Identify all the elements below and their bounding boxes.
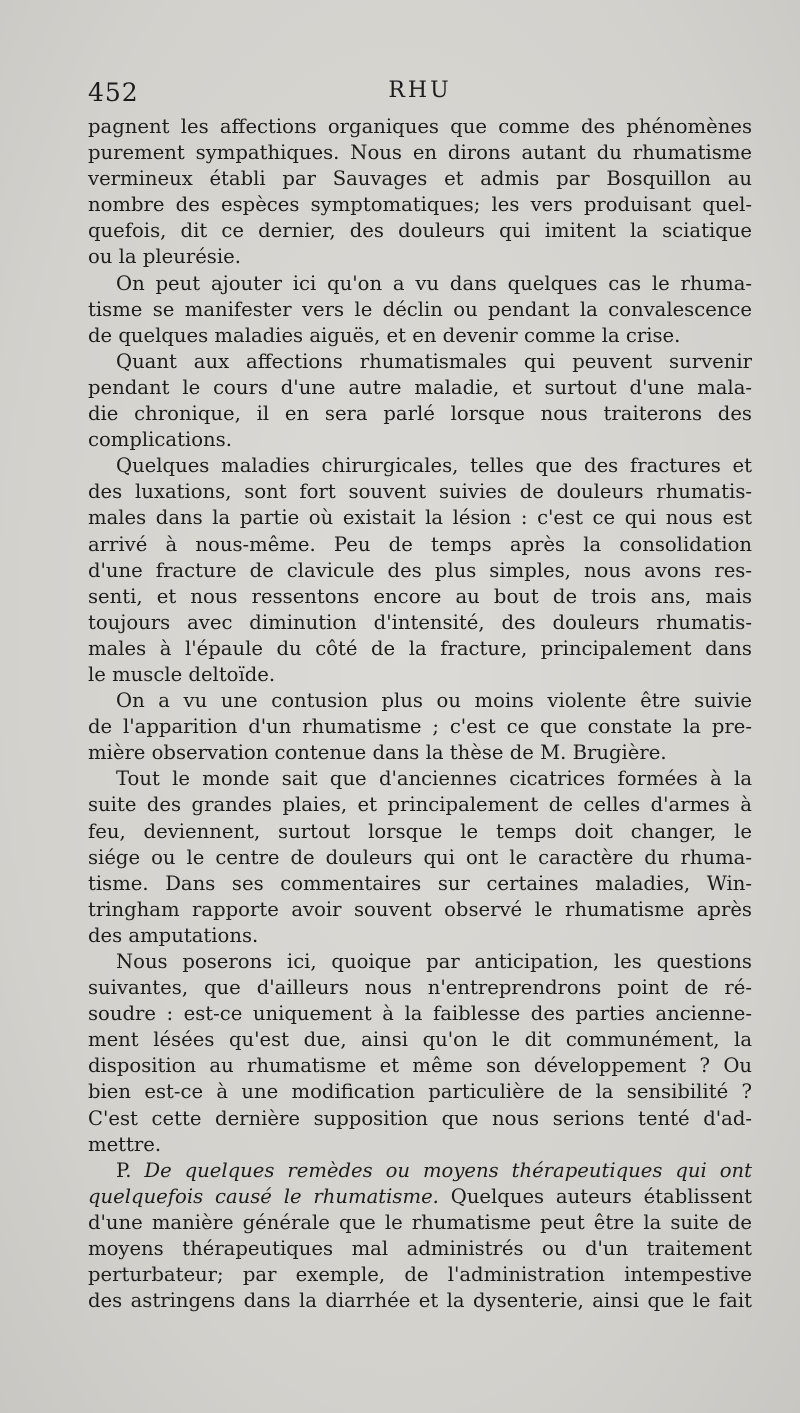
text-line: On a vu une contusion plus ou moins violente être suivie	[116, 689, 752, 713]
section-letter: P.	[116, 1158, 132, 1182]
text-line: arrivé à nous-même. Peu de temps après la consolidation	[88, 532, 752, 556]
text-line: de l'apparition d'un rhumatisme ; c'est ce que constate la pre-	[88, 715, 752, 739]
text-line: soudre : est-ce uniquement à la faiblesse des parties ancienne-	[88, 1002, 752, 1026]
text-line: suite des grandes plaies, et principalement de celles d'armes à	[88, 793, 752, 817]
section-heading-line	[88, 1158, 752, 1184]
text-line: purement sympathiques. Nous en dirons autant du rhumatisme	[88, 141, 752, 165]
text-line: tisme se manifester vers le déclin ou pendant la convalescence	[88, 297, 752, 321]
text-line: males à l'épaule du côté de la fracture, principalement dans	[88, 636, 752, 660]
text-line: mettre.	[88, 1132, 162, 1156]
text-line: nombre des espèces symptomatiques; les vers produisant quel-	[88, 193, 752, 217]
text-line: die chronique, il en sera parlé lorsque nous traiterons des	[88, 402, 752, 426]
text-line: des luxations, sont fort souvent suivies de douleurs rhumatis-	[88, 480, 752, 504]
section-text-start: Quelques auteurs établissent	[450, 1184, 753, 1208]
text-line: C'est cette dernière supposition que nous serions tenté d'ad-	[88, 1106, 752, 1130]
paragraph-lines	[88, 114, 752, 1158]
text-line: bien est-ce à une modification particulière de la sensibilité ?	[88, 1080, 752, 1104]
section-title-part1: De quelques remèdes ou moyens thérapeutiques qui ont	[144, 1158, 752, 1182]
text-line: males dans la partie où existait la lésion : c'est ce qui nous est	[88, 506, 752, 530]
running-head: RHU	[388, 78, 452, 103]
text-line: quefois, dit ce dernier, des douleurs qui imitent la sciatique	[88, 219, 752, 243]
text-line: de quelques maladies aiguës, et en devenir comme la crise.	[88, 323, 681, 347]
text-line: toujours avec diminution d'intensité, des douleurs rhumatis-	[88, 610, 752, 634]
body-text	[88, 114, 752, 1314]
text-line: pagnent les affections organiques que comme des phénomènes	[88, 115, 752, 138]
text-line: moyens thérapeutiques mal administrés ou d'un traitement	[88, 1237, 752, 1261]
text-line: d'une manière générale que le rhumatisme peut être la suite de	[88, 1210, 752, 1234]
text-line: des astringens dans la diarrhée et la dysenterie, ainsi que le fait	[88, 1289, 752, 1313]
text-line: le muscle deltoïde.	[88, 662, 276, 686]
text-line: siége ou le centre de douleurs qui ont le caractère du rhuma-	[88, 845, 752, 869]
text-line: disposition au rhumatisme et même son développement ? Ou	[88, 1054, 752, 1078]
page-header	[88, 78, 752, 118]
text-line: Nous poserons ici, quoique par anticipation, les questions	[116, 950, 752, 973]
section-title-part2: quelquefois causé le rhumatisme.	[88, 1184, 439, 1208]
text-line: perturbateur; par exemple, de l'administration intempestive	[88, 1263, 752, 1287]
section-heading-line-2	[88, 1184, 752, 1210]
text-line: On peut ajouter ici qu'on a vu dans quelques cas le rhuma-	[116, 271, 752, 295]
text-line: d'une fracture de clavicule des plus simples, nous avons res-	[88, 558, 752, 582]
text-line: Tout le monde sait que d'anciennes cicatrices formées à la	[116, 767, 752, 791]
text-line: Quelques maladies chirurgicales, telles que des fractures et	[116, 454, 752, 478]
text-line: ment lésées qu'est due, ainsi qu'on le dit communément, la	[88, 1028, 752, 1052]
text-line: des amputations.	[88, 923, 259, 947]
text-line: Quant aux affections rhumatismales qui peuvent survenir	[116, 349, 752, 373]
text-line: vermineux établi par Sauvages et admis par Bosquillon au	[88, 167, 752, 191]
text-line: tringham rapporte avoir souvent observé le rhumatisme après	[88, 897, 752, 921]
text-line: ou la pleurésie.	[88, 245, 241, 269]
text-line: senti, et nous ressentons encore au bout de trois ans, mais	[88, 584, 752, 608]
text-line: feu, deviennent, surtout lorsque le temps doit changer, le	[88, 819, 752, 843]
page-number: 452	[88, 78, 139, 107]
text-line: pendant le cours d'une autre maladie, et surtout d'une mala-	[88, 375, 752, 399]
text-line: mière observation contenue dans la thèse de M. Brugière.	[88, 741, 667, 765]
text-line: suivantes, que d'ailleurs nous n'entreprendrons point de ré-	[88, 976, 752, 1000]
text-line: tisme. Dans ses commentaires sur certaines maladies, Win-	[88, 871, 752, 895]
text-line: complications.	[88, 428, 232, 452]
